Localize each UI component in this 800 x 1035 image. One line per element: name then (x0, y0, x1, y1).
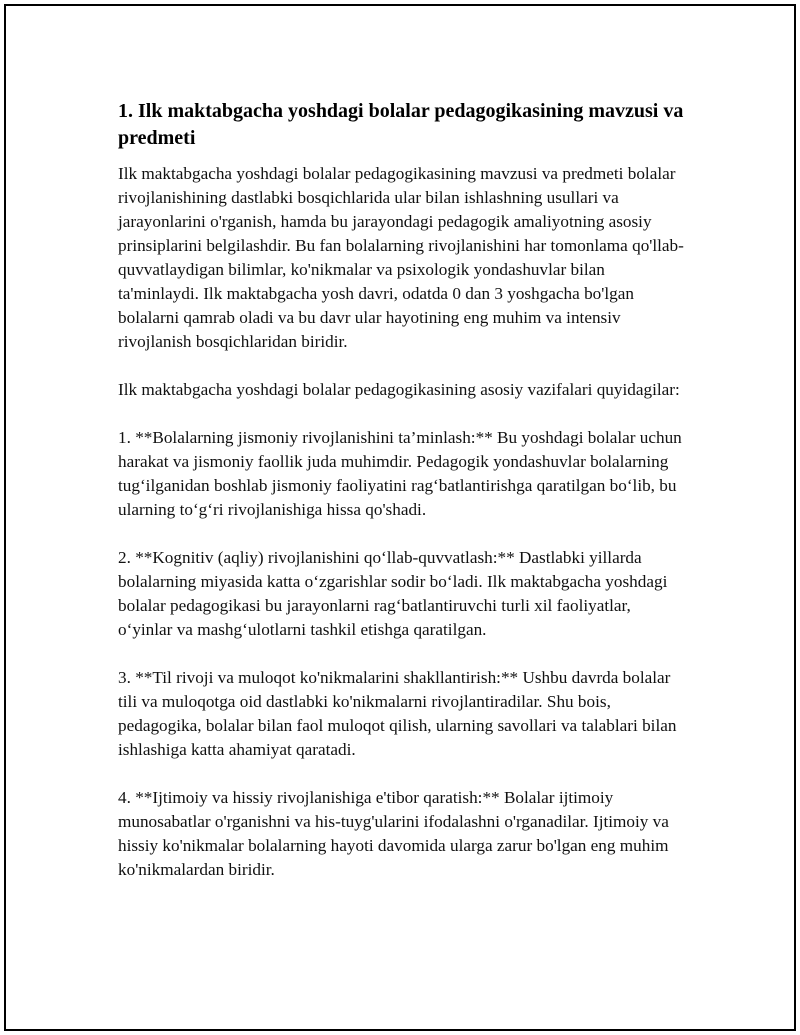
document-page (4, 4, 796, 1031)
section-title: 1. Ilk maktabgacha yoshdagi bolalar pedagogikasining mavzusi va predmeti (118, 100, 684, 149)
document-content (118, 98, 688, 906)
task-item-language: 3. **Til rivoji va muloqot ko'nikmalarini shakllantirish:** Ushbu davrda bolalar tili va muloqotga oid dastlabki ko'nikmalarni rivojlantiradilar. Shu bois, pedagogika, bolalar bilan faol muloqot qilish, ularning savollari va talablari bilan ishlashiga katta ahamiyat qaratadi. (118, 668, 677, 759)
tasks-intro-paragraph: Ilk maktabgacha yoshdagi bolalar pedagogikasining asosiy vazifalari quyidagilar: (118, 380, 680, 399)
task-item-physical: 1. **Bolalarning jismoniy rivojlanishini ta’minlash:** Bu yoshdagi bolalar uchun harakat va jismoniy faollik juda muhimdir. Pedagogik yondashuvlar bolalarning tug‘ilganidan boshlab jismoniy faoliyatini rag‘batlantirishga qaratilgan bo‘lib, bu ularning to‘g‘ri rivojlanishiga hissa qo'shadi. (118, 428, 682, 519)
task-item-social: 4. **Ijtimoiy va hissiy rivojlanishiga e'tibor qaratish:** Bolalar ijtimoiy munosabatlar o'rganishni va his-tuyg'ularini ifodalashni o'rganadilar. Ijtimoiy va hissiy ko'nikmalar bolalarning hayoti davomida ularga zarur bo'lgan eng muhim ko'nikmalardan biridir. (118, 788, 669, 879)
task-item-cognitive: 2. **Kognitiv (aqliy) rivojlanishini qo‘llab-quvvatlash:** Dastlabki yillarda bolalarning miyasida katta o‘zgarishlar sodir bo‘ladi. Ilk maktabgacha yoshdagi bolalar pedagogikasi bu jarayonlarni rag‘batlantiruvchi turli xil faoliyatlar, o‘yinlar va mashg‘ulotlarni tashkil etishga qaratilgan. (118, 548, 668, 639)
intro-paragraph: Ilk maktabgacha yoshdagi bolalar pedagogikasining mavzusi va predmeti bolalar rivojlanishining dastlabki bosqichlarida ular bilan ishlashning usullari va jarayonlarini o'rganish, hamda bu jarayondagi pedagogik amaliyotning asosiy prinsiplarini belgilashdir. Bu fan bolalarning rivojlanishini har tomonlama qo'llab-quvvatlaydigan bilimlar, ko'nikmalar va psixologik yondashuvlar bilan ta'minlaydi. Ilk maktabgacha yosh davri, odatda 0 dan 3 yoshgacha bo'lgan bolalarni qamrab oladi va bu davr ular hayotining eng muhim va intensiv rivojlanish bosqichlaridan biridir. (118, 164, 684, 351)
